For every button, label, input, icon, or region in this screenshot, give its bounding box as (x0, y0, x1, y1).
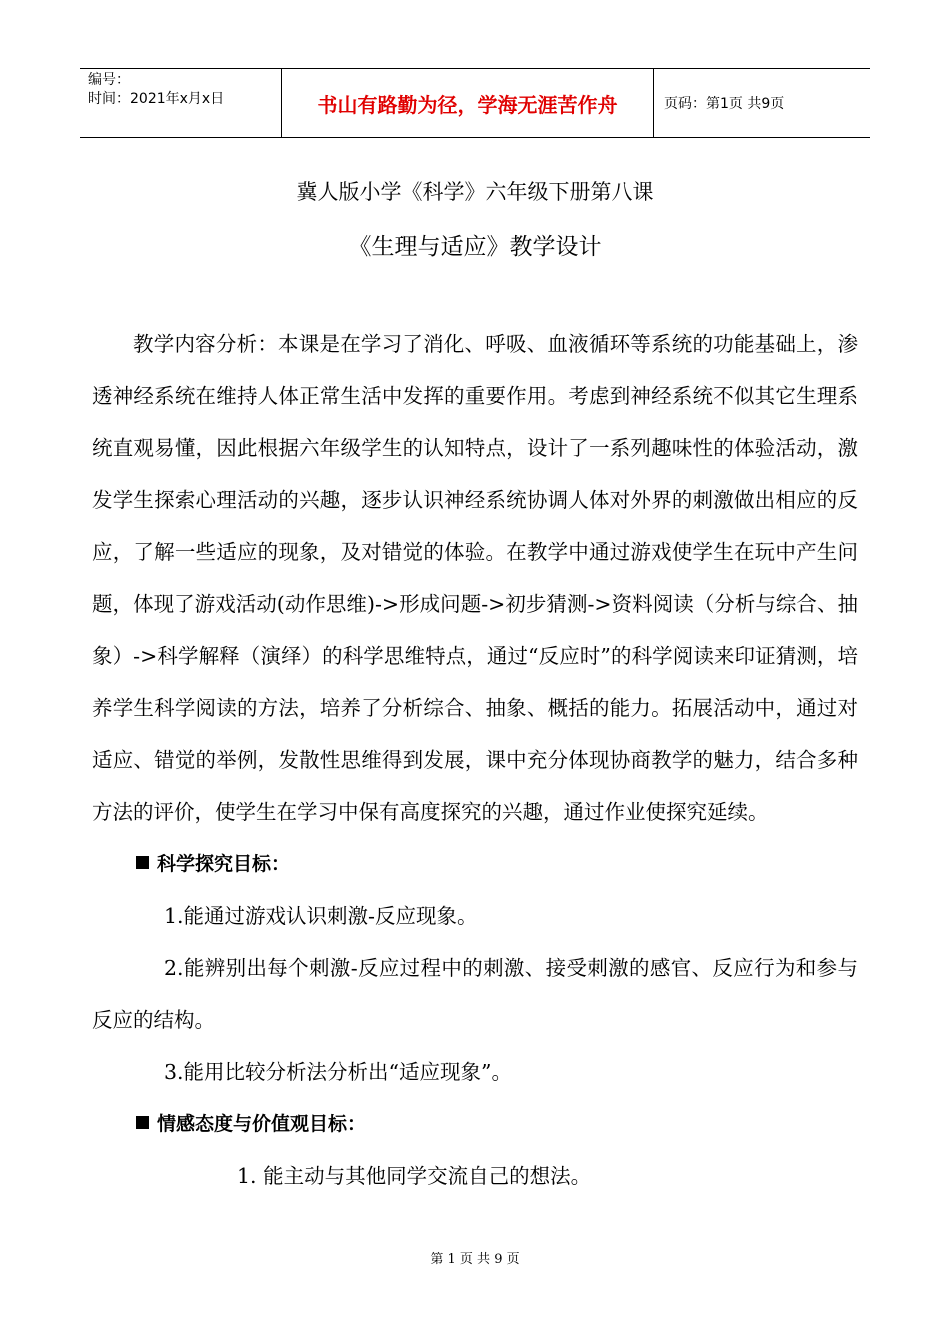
section-heading-label: 科学探究目标： (157, 853, 291, 875)
goal-item: 1.能通过游戏认识刺激-反应现象。 (164, 904, 478, 928)
motto-text: 书山有路勤为径，学海无涯苦作舟 (317, 92, 618, 117)
number-label: 编号： (88, 72, 130, 88)
section-heading-label: 情感态度与价值观目标： (157, 1113, 367, 1135)
time-label: 时间：2021年x月x日 (88, 91, 225, 107)
square-bullet-icon (136, 856, 149, 869)
goal-item: 1. 能主动与其他同学交流自己的想法。 (237, 1164, 592, 1188)
square-bullet-icon (136, 1116, 149, 1129)
header-meta-cell (80, 69, 282, 137)
intro-paragraph: 教学内容分析：本课是在学习了消化、呼吸、血液循环等系统的功能基础上，渗透神经系统在维持人体正常生活中发挥的重要作用。考虑到神经系统不似其它生理系统直观易懂，因此根据六年级学生的认知特点，设计了一系列趣味性的体验活动，激发学生探索心理活动的兴趣，逐步认识神经系统协调人体对外界的刺激做出相应的反应，了解一些适应的现象，及对错觉的体验。在教学中通过游戏使学生在玩中产生问题，体现了游戏活动(动作思维)->形成问题->初步猜测->资料阅读（分析与综合、抽象）->科学解释（演绎）的科学思维特点，通过“反应时”的科学阅读来印证猜测，培养学生科学阅读的方法，培养了分析综合、抽象、概括的能力。拓展活动中，通过对适应、错觉的举例，发散性思维得到发展，课中充分体现协商教学的魅力，结合多种方法的评价，使学生在学习中保有高度探究的兴趣，通过作业使探究延续。 (92, 332, 858, 824)
header-table (80, 68, 870, 138)
section-heading-attitude (92, 1098, 858, 1150)
header-page-cell (654, 69, 870, 137)
goal-item: 3.能用比较分析法分析出“适应现象”。 (164, 1060, 513, 1084)
document-subtitle: 冀人版小学《科学》六年级下册第八课 (296, 180, 654, 204)
document-body (92, 318, 858, 1202)
section-heading-inquiry (92, 838, 858, 890)
page-label: 页码：第1页 共9页 (664, 96, 785, 112)
document-title: 《生理与适应》教学设计 (348, 234, 602, 260)
goal-item: 2.能辨别出每个刺激-反应过程中的刺激、接受刺激的感官、反应行为和参与反应的结构。 (92, 956, 858, 1032)
header-motto-cell (282, 69, 654, 137)
page-footer: 第 1 页 共 9 页 (430, 1252, 520, 1267)
